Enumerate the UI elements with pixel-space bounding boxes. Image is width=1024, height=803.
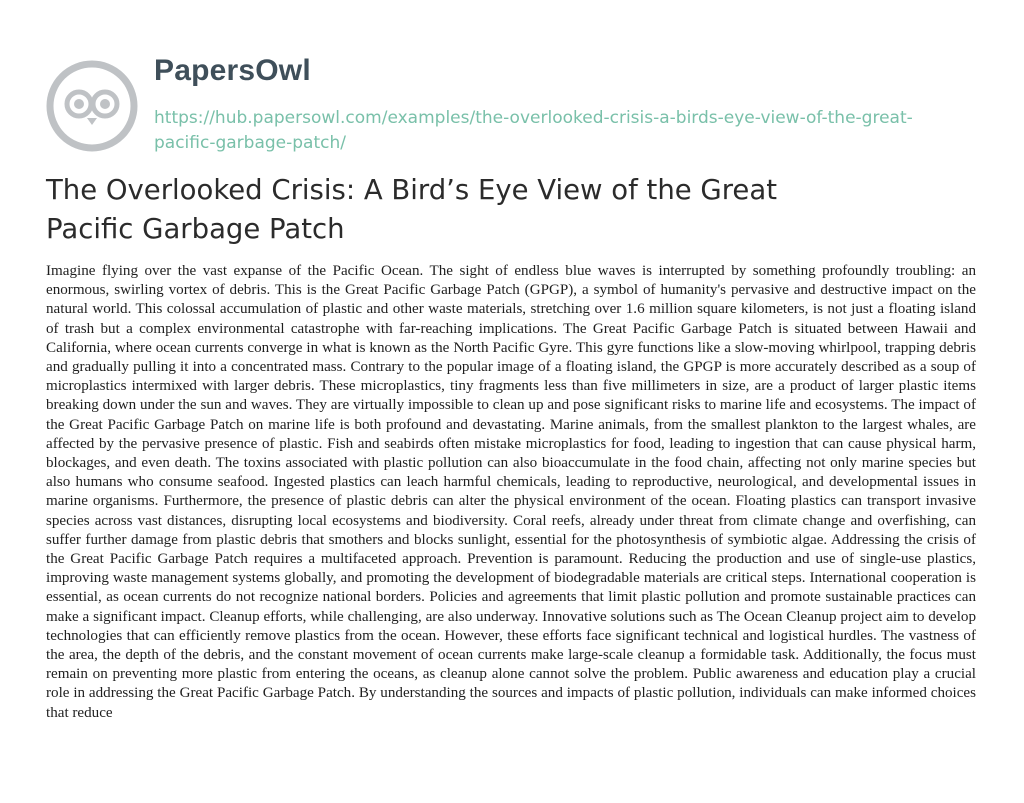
article-title: The Overlooked Crisis: A Bird’s Eye View of the Great Pacific Garbage Patch	[46, 174, 777, 245]
owl-eyes-icon	[46, 60, 138, 152]
article-body: Imagine flying over the vast expanse of the Pacific Ocean. The sight of endless blue waves is interrupted by something profoundly troubling: an enormous, swirling vortex of debris. This is the Great Pacific Garbage Patch (GPGP), a symbol of humanity's pervasive and destructive impact on the natural world. This colossal accumulation of plastic and other waste materials, stretching over 1.6 million square kilometers, is not just a floating island of trash but a complex environmental catastrophe with far-reaching implications. The Great Pacific Garbage Patch is situated between Hawaii and California, where ocean currents converge in what is known as the North Pacific Gyre. This gyre functions like a slow-moving whirlpool, trapping debris and gradually pulling it into a concentrated mass. Contrary to the popular image of a floating island, the GPGP is more accurately described as a soup of microplastics intermixed with larger debris. These microplastics, tiny fragments less than five millimeters in size, are a product of larger plastic items breaking down under the sun and waves. They are virtually impossible to clean up and pose significant risks to marine life and ecosystems. The impact of the Great Pacific Garbage Patch on marine life is both profound and devastating. Marine animals, from the smallest plankton to the largest whales, are affected by the pervasive presence of plastic. Fish and seabirds often mistake microplastics for food, leading to ingestion that can cause physical harm, blockages, and even death. The toxins associated with plastic pollution can also bioaccumulate in the food chain, affecting not only marine species but also humans who consume seafood. Ingested plastics can leach harmful chemicals, leading to reproductive, neurological, and developmental issues in marine organisms. Furthermore, the presence of plastic debris can alter the physical environment of the ocean. Floating plastics can transport invasive species across vast distances, disrupting local ecosystems and biodiversity. Coral reefs, already under threat from climate change and overfishing, can suffer further damage from plastic debris that smothers and blocks sunlight, essential for the photosynthesis of symbiotic algae. Addressing the crisis of the Great Pacific Garbage Patch requires a multifaceted approach. Prevention is paramount. Reducing the production and use of single-use plastics, improving waste management systems globally, and promoting the development of biodegradable materials are critical steps. International cooperation is essential, as ocean currents do not recognize national borders. Policies and agreements that limit plastic pollution and promote sustainable practices can make a significant impact. Cleanup efforts, while challenging, are also underway. Innovative solutions such as The Ocean Cleanup project aim to develop technologies that can efficiently remove plastics from the ocean. However, these efforts face significant technical and logistical hurdles. The vastness of the area, the depth of the debris, and the constant movement of ocean currents make large-scale cleanup a formidable task. Additionally, the focus must remain on preventing more plastic from entering the oceans, as cleanup alone cannot solve the problem. Public awareness and education play a crucial role in addressing the Great Pacific Garbage Patch. By understanding the sources and impacts of plastic pollution, individuals can make informed choices that reduce	[46, 263, 976, 721]
source-url-link[interactable]: https://hub.papersowl.com/examples/the-overlooked-crisis-a-birds-eye-view-of-the-great-pacific-garbage-patch/	[154, 108, 913, 153]
site-header	[46, 56, 986, 156]
brand-name: PapersOwl	[154, 54, 311, 87]
